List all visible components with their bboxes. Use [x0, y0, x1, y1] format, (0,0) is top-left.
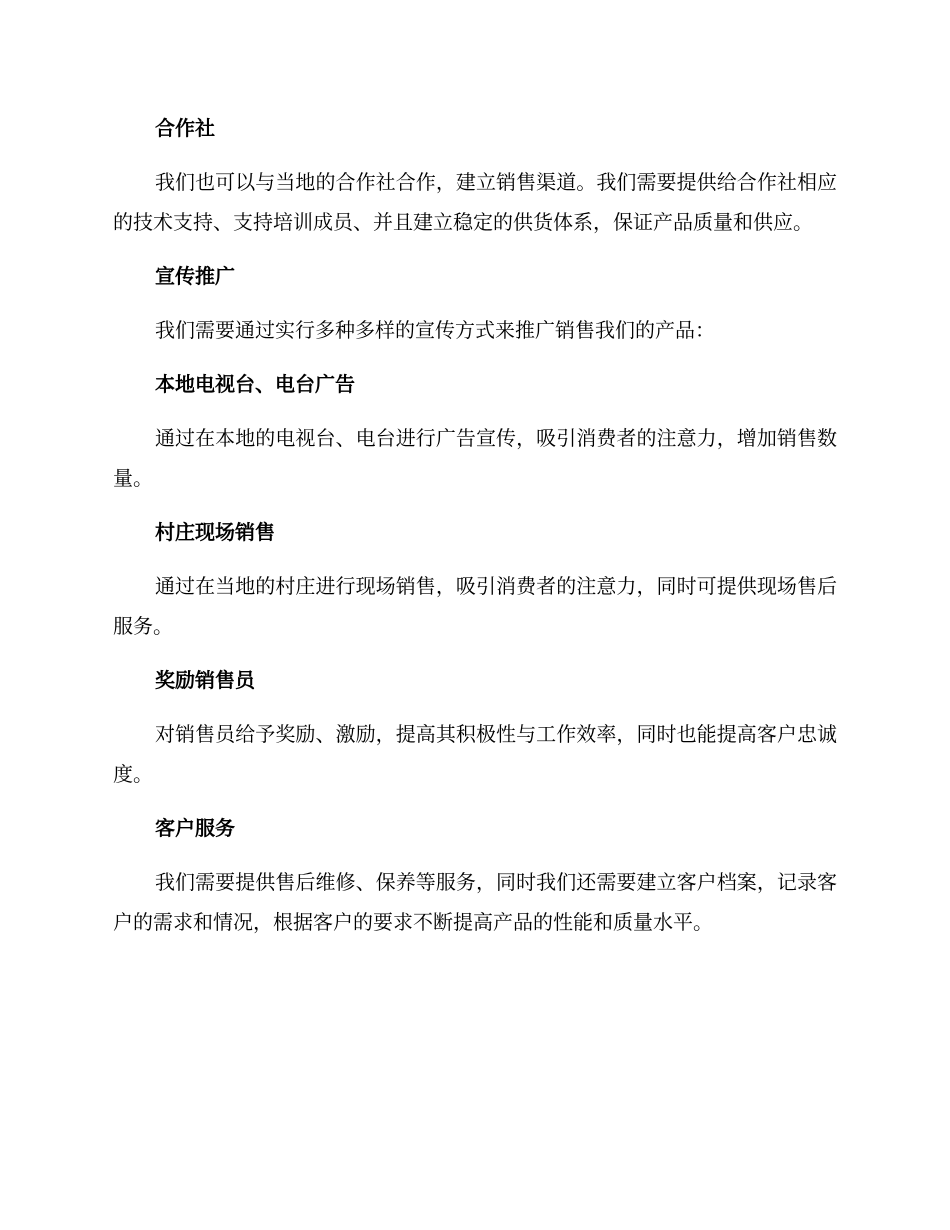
- section-body-promotion: 我们需要通过实行多种多样的宣传方式来推广销售我们的产品：: [155, 318, 715, 342]
- section-body-village-sales: 通过在当地的村庄进行现场销售，吸引消费者的注意力，同时可提供现场售后服务。: [113, 574, 837, 638]
- section-body-tv-radio-ads: 通过在本地的电视台、电台进行广告宣传，吸引消费者的注意力，增加销售数量。: [113, 426, 837, 490]
- section-heading-cooperative: 合作社: [155, 116, 215, 140]
- section-heading-customer-service: 客户服务: [155, 816, 235, 840]
- section-heading-village-sales: 村庄现场销售: [155, 520, 275, 544]
- section-heading-sales-rewards: 奖励销售员: [155, 668, 255, 692]
- section-body-cooperative: 我们也可以与当地的合作社合作，建立销售渠道。我们需要提供给合作社相应的技术支持、支持培训成员、并且建立稳定的供货体系，保证产品质量和供应。: [113, 170, 837, 234]
- section-body-sales-rewards: 对销售员给予奖励、激励，提高其积极性与工作效率，同时也能提高客户忠诚度。: [113, 722, 837, 786]
- section-heading-tv-radio-ads: 本地电视台、电台广告: [155, 372, 355, 396]
- section-body-customer-service: 我们需要提供售后维修、保养等服务，同时我们还需要建立客户档案，记录客户的需求和情况，根据客户的要求不断提高产品的性能和质量水平。: [113, 870, 837, 934]
- document-body: [113, 108, 837, 956]
- section-heading-promotion: 宣传推广: [155, 264, 235, 288]
